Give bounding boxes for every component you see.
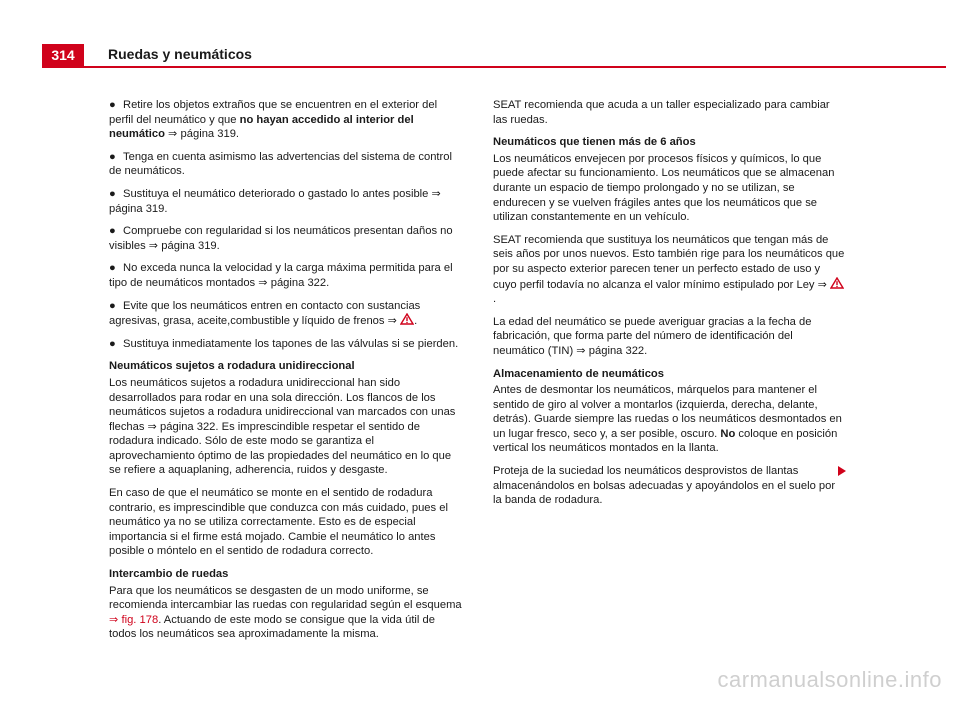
section-heading: Neumáticos sujetos a rodadura unidireccional xyxy=(109,360,355,373)
list-item: ● Compruebe con regularidad si los neumáticos presentan daños no visibles ⇒ página 319. xyxy=(109,225,453,252)
list-item: ● Retire los objetos extraños que se encuentren en el exterior del perfil del neumático y que no hayan accedido al interior del neumático ⇒ página 319. xyxy=(109,99,438,141)
warning-icon xyxy=(400,313,414,325)
left-column xyxy=(109,98,462,650)
paragraph: Los neumáticos envejecen por procesos físicos y químicos, lo que puede afectar su funcionamiento. Los neumáticos que se almacenan durante un espacio de tiempo prolongado y no se utilizan, se endurecen y se vuelven frágiles antes que los neumáticos que se utilizan constantemente en un vehículo. xyxy=(493,152,835,224)
section-heading: Intercambio de ruedas xyxy=(109,568,229,581)
list-item: ● No exceda nunca la velocidad y la carga máxima permitida para el tipo de neumáticos montados ⇒ página 322. xyxy=(109,262,453,289)
paragraph: Proteja de la suciedad los neumáticos desprovistos de llantas almacenándolos en bolsas adecuadas y apoyándolos en el suelo por la banda de rodadura. xyxy=(493,465,836,507)
watermark: carmanualsonline.info xyxy=(717,667,942,692)
list-item: ● Sustituya el neumático deteriorado o gastado lo antes posible ⇒ página 319. xyxy=(109,187,441,215)
list-item: ● Sustituya inmediatamente los tapones de las válvulas si se pierden. xyxy=(109,337,459,350)
section-heading: Neumáticos que tienen más de 6 años xyxy=(493,136,696,149)
right-column xyxy=(493,98,846,516)
list-item: ● Tenga en cuenta asimismo las advertencias del sistema de control de neumáticos. xyxy=(109,150,452,178)
list-item: ● Evite que los neumáticos entren en contacto con sustancias agresivas, grasa, aceite,combustible y líquido de frenos ⇒ . xyxy=(109,299,421,328)
paragraph: SEAT recomienda que sustituya los neumáticos que tengan más de seis años por unos nuevos. Esto también rige para los neumáticos que por su aspecto exterior parecen tener un perfecto estado de uso y cuyo perfil todavía no alcanza el valor mínimo estipulado por Ley ⇒ . xyxy=(493,233,845,306)
paragraph: La edad del neumático se puede averiguar gracias a la fecha de fabricación, que forma parte del número de identificación del neumático (TIN) ⇒ página 322. xyxy=(493,315,812,357)
page-title: Ruedas y neumáticos xyxy=(108,46,252,62)
paragraph: SEAT recomienda que acuda a un taller especializado para cambiar las ruedas. xyxy=(493,99,830,126)
paragraph: Los neumáticos sujetos a rodadura unidireccional han sido desarrollados para rodar en una sola dirección. Los flancos de los neumáticos sujetos a rodadura unidireccional van marcados con unas flechas ⇒ página 322. Es imprescindible respetar el sentido de rodadura indicado. Sólo de este modo se garantiza el aprovechamiento óptimo de las propiedades del neumático en lo que se refiere a aquaplaning, adherencia, ruidos y desgaste. xyxy=(109,376,456,477)
figure-link[interactable]: ⇒ fig. 178 xyxy=(109,613,159,626)
header-rule xyxy=(42,66,946,68)
paragraph: Para que los neumáticos se desgasten de un modo uniforme, se recomienda intercambiar las ruedas con regularidad según el esquema ⇒ fig. 178. Actuando de este modo se consigue que la vida útil de todos los neumáticos sea aproximadamente la misma. xyxy=(109,584,462,641)
page-number: 314 xyxy=(42,44,84,66)
paragraph: En caso de que el neumático se monte en el sentido de rodadura contrario, es imprescindible que conduzca con más cuidado, pues el neumático ya no se utiliza correctamente. Esto es de especial importancia si el firme está mojado. Cambie el neumático lo antes posible o móntelo en el sentido de rodadura correcto. xyxy=(109,487,448,558)
paragraph: Antes de desmontar los neumáticos, márquelos para mantener el sentido de giro al volver a montarlos (izquierda, derecha, delante, detrás). Guarde siempre las ruedas o los neumáticos desmontados en un lugar fresco, seco y, a ser posible, oscuro. No coloque en posición vertical los neumáticos montados en la llanta. xyxy=(493,384,842,455)
section-heading: Almacenamiento de neumáticos xyxy=(493,367,664,380)
warning-icon xyxy=(830,277,844,289)
continue-arrow-icon xyxy=(838,466,846,476)
